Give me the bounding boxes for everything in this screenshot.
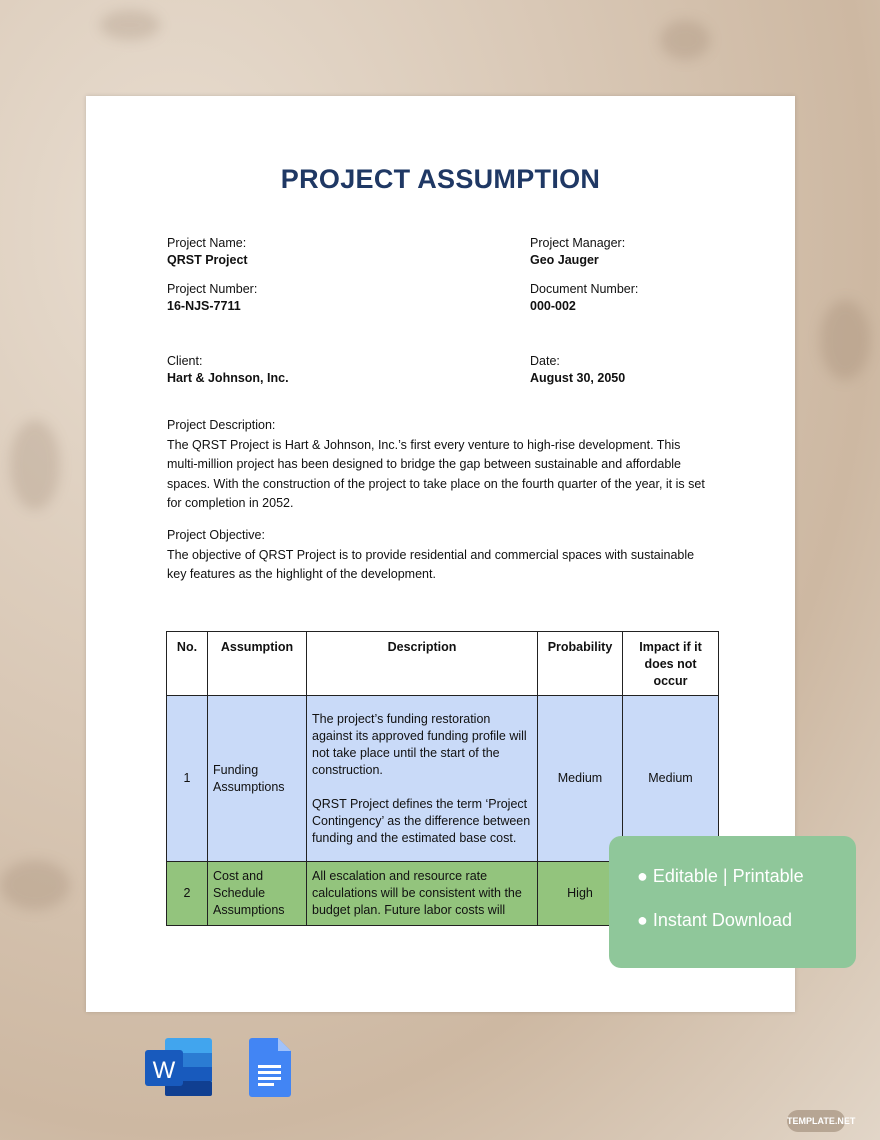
cell-probability: High	[538, 862, 623, 926]
svg-text:W: W	[152, 1057, 176, 1084]
header-impact: Impact if it does not occur	[623, 632, 719, 696]
word-icon[interactable]	[145, 1038, 213, 1098]
value: QRST Project	[167, 253, 248, 267]
table-header	[167, 632, 719, 696]
project-name-field	[167, 235, 248, 269]
label: Project Description:	[167, 418, 276, 432]
header-assumption: Assumption	[208, 632, 307, 696]
project-objective	[167, 526, 707, 585]
value: August 30, 2050	[530, 371, 626, 385]
desc-para: QRST Project defines the term ‘Project Contingency’ as the difference between funding and the estimated base cost.	[312, 796, 531, 845]
cell-probability: Medium	[538, 696, 623, 862]
label: Client:	[167, 354, 203, 368]
value: 16-NJS-7711	[167, 299, 241, 313]
document-number-field	[530, 281, 638, 315]
project-manager-field	[530, 235, 625, 269]
feature-editable: ● Editable | Printable	[637, 866, 804, 886]
cell-impact: Medium	[623, 696, 719, 862]
cell-no: 2	[167, 862, 208, 926]
label: Project Objective:	[167, 528, 265, 542]
client-field	[167, 353, 289, 387]
value: 000-002	[530, 299, 576, 313]
label: Document Number:	[530, 282, 639, 296]
value: Hart & Johnson, Inc.	[167, 371, 289, 385]
project-number-field	[167, 281, 257, 315]
header-probability: Probability	[538, 632, 623, 696]
label: Project Manager:	[530, 236, 626, 250]
cell-description: All escalation and resource rate calculations will be consistent with the budget plan. Future labor costs will	[307, 862, 538, 926]
features-badge	[609, 836, 856, 968]
label: Date:	[530, 354, 560, 368]
value: Geo Jauger	[530, 253, 599, 267]
desc-para: The project’s funding restoration against its approved funding profile will not take place until the start of the construction.	[312, 711, 527, 777]
template-net-watermark: TEMPLATE.NET	[787, 1110, 845, 1132]
google-docs-icon[interactable]	[248, 1038, 292, 1098]
label: Project Number:	[167, 282, 258, 296]
text: The objective of QRST Project is to provide residential and commercial spaces with sustainable key features as the highlight of the development.	[167, 547, 695, 581]
project-description	[167, 416, 707, 514]
cell-no: 1	[167, 696, 208, 862]
feature-download: ● Instant Download	[637, 910, 792, 930]
page-title: PROJECT ASSUMPTION	[280, 164, 601, 194]
cell-assumption: Funding Assumptions	[208, 696, 307, 862]
header-description: Description	[307, 632, 538, 696]
header-no: No.	[167, 632, 208, 696]
text: The QRST Project is Hart & Johnson, Inc.’s first every venture to high-rise development. This multi-million project has been designed to bridge the gap between sustainable and affordable spaces. With the construction of the project to take place on the fourth quarter of the year, it is set for completion in 2052.	[167, 437, 705, 510]
date-field	[530, 353, 625, 387]
cell-description	[307, 696, 538, 862]
cell-assumption: Cost and Schedule Assumptions	[208, 862, 307, 926]
label: Project Name:	[167, 236, 247, 250]
